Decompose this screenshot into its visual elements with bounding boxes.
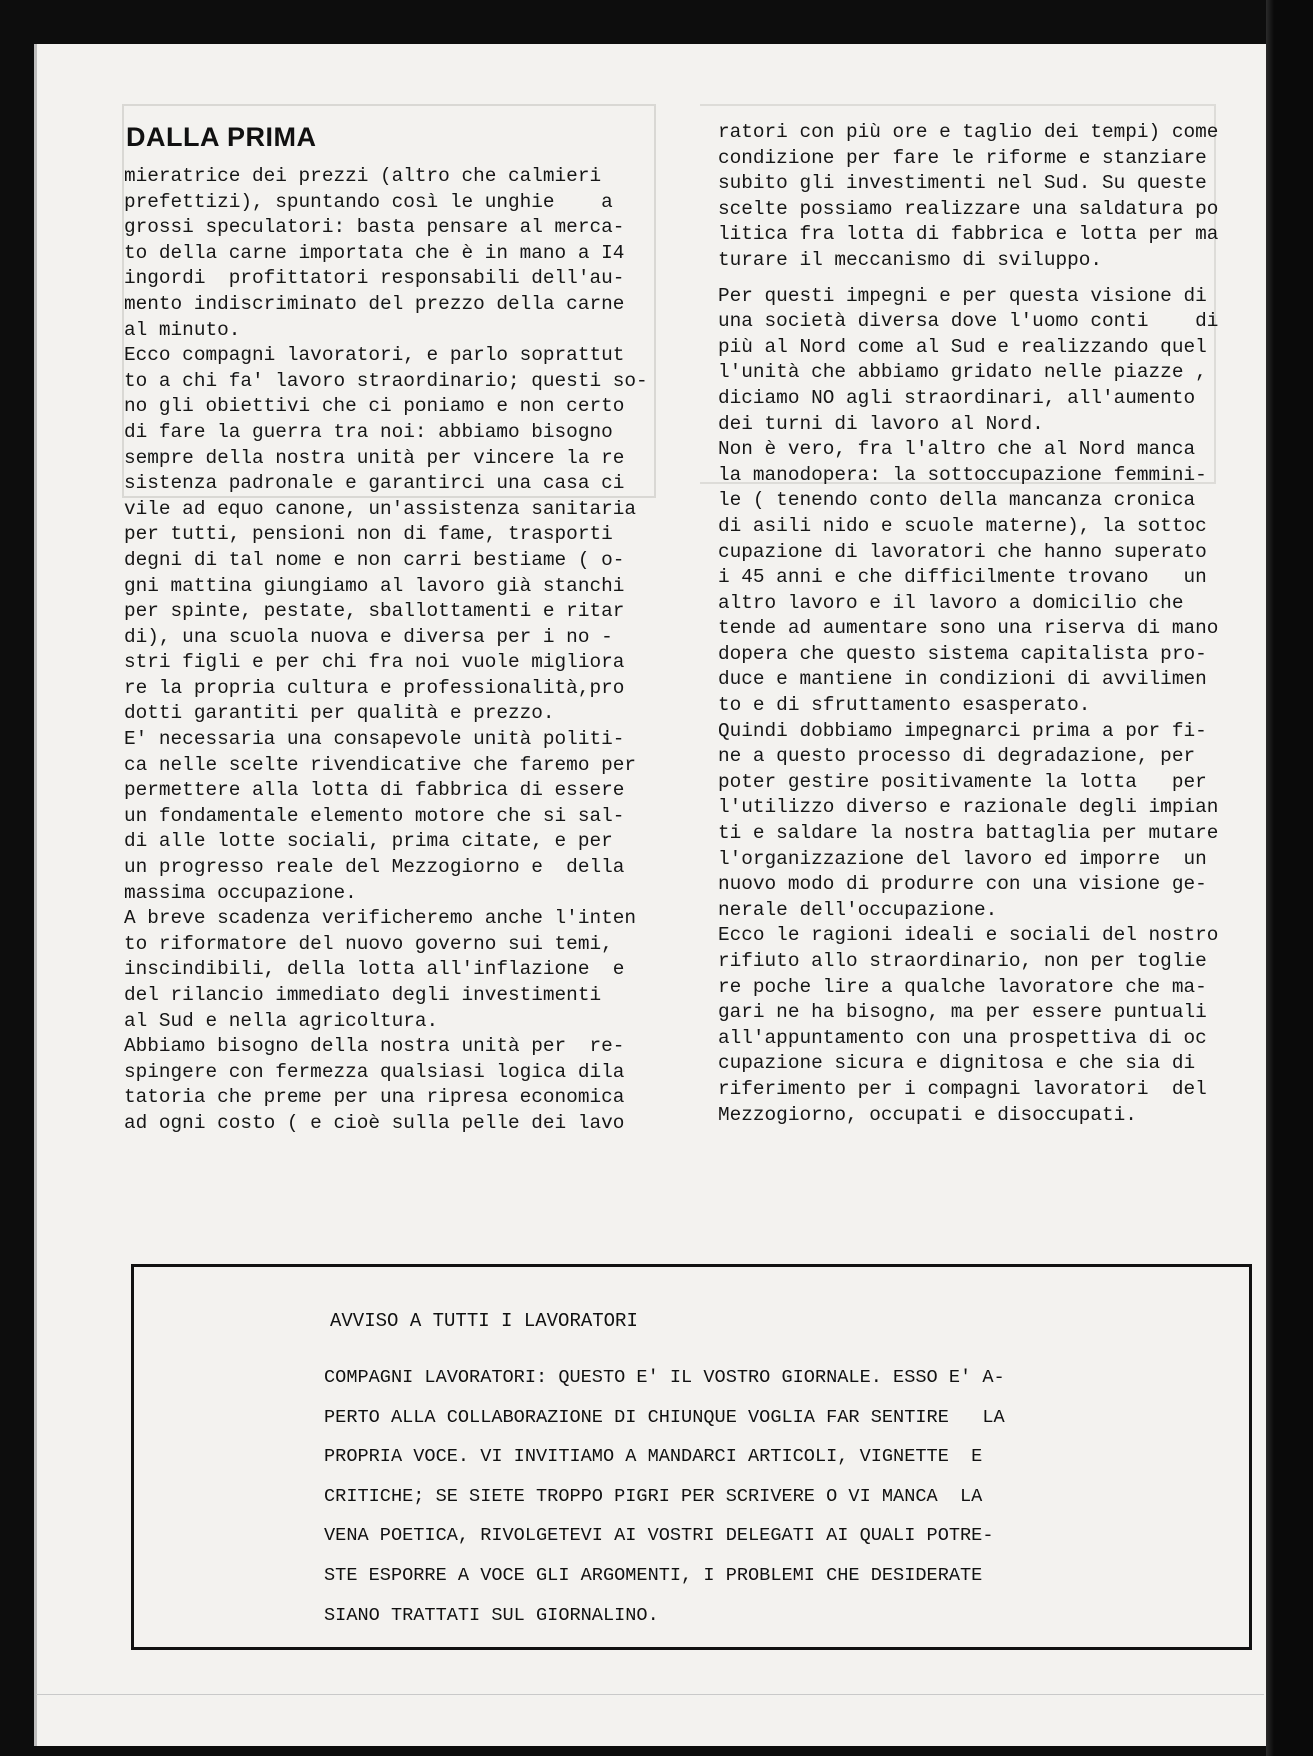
text-line: riferimento per i compagni lavoratori del — [718, 1077, 1207, 1100]
text-line: no gli obiettivi che ci poniamo e non certo — [124, 395, 625, 418]
text-line: duce e mantiene in condizioni di avvilimen — [718, 668, 1207, 691]
page-edge — [34, 44, 37, 1746]
text-line: ti e saldare la nostra battaglia per mutare — [718, 822, 1219, 845]
text-line: Quindi dobbiamo impegnarci prima a por fi- — [718, 719, 1207, 742]
text-line: gari ne ha bisogno, ma per essere puntuali — [718, 1001, 1207, 1024]
text-line: di fare la guerra tra noi: abbiamo bisogno — [124, 420, 613, 443]
text-line: più al Nord come al Sud e realizzando quel — [718, 335, 1207, 358]
text-line: Mezzogiorno, occupati e disoccupati. — [718, 1103, 1137, 1126]
text-line: scelte possiamo realizzare una saldatura po — [718, 197, 1219, 220]
text-line: del rilancio immediato degli investimenti — [124, 984, 602, 1006]
text-line: rifiuto allo straordinario, non per toglie — [718, 950, 1207, 972]
text-line: to riformatore del nuovo governo sui temi, — [124, 932, 613, 955]
text-line: massima occupazione. — [124, 881, 357, 904]
text-line: all'appuntamento con una prospettiva di oc — [718, 1026, 1207, 1049]
text-line: una società diversa dove l'uomo conti di — [718, 310, 1219, 333]
text-line: spingere con fermezza qualsiasi logica dila — [124, 1060, 625, 1083]
notice-body — [324, 1358, 1005, 1635]
text-line: permettere alla lotta di fabbrica di essere — [124, 779, 625, 802]
text-line: per spinte, pestate, sballottamenti e ritar — [124, 600, 625, 623]
notice-title: AVVISO A TUTTI I LAVORATORI — [330, 1310, 638, 1332]
text-line: sempre della nostra unità per vincere la re — [124, 446, 625, 469]
text-line: diciamo NO agli straordinari, all'aumento — [718, 386, 1196, 409]
text-line: stri figli e per chi fra noi vuole migliora — [124, 651, 625, 674]
text-line: l'organizzazione del lavoro ed imporre un — [718, 847, 1207, 870]
text-line: cupazione di lavoratori che hanno superato — [718, 540, 1207, 563]
text-line: mieratrice dei prezzi (altro che calmieri — [124, 165, 602, 187]
right-paragraph-1 — [718, 120, 1258, 274]
text-line: COMPAGNI LAVORATORI: QUESTO E' IL VOSTRO GIORNALE. ESSO E' A- — [324, 1367, 1005, 1388]
article-headline: DALLA PRIMA — [126, 122, 317, 152]
text-line: ingordi profittatori responsabili dell'au- — [124, 267, 625, 290]
text-line: prefettizi), spuntando così le unghie a — [124, 190, 613, 213]
text-line: cupazione sicura e dignitosa e che sia di — [718, 1052, 1196, 1075]
text-line: degni di tal nome e non carri bestiame ( o- — [124, 548, 625, 571]
text-line: l'utilizzo diverso e razionale degli impian — [718, 796, 1219, 819]
text-line: E' necessaria una consapevole unità politi- — [124, 728, 625, 751]
text-line: subito gli investimenti nel Sud. Su queste — [718, 172, 1207, 195]
scan-border — [1266, 0, 1313, 1756]
text-line: mento indiscriminato del prezzo della carne — [124, 292, 625, 315]
text-line: di), una scuola nuova e diversa per i no - — [124, 625, 613, 648]
text-line: condizione per fare le riforme e stanziare — [718, 146, 1207, 169]
text-line: grossi speculatori: basta pensare al merca- — [124, 216, 625, 239]
text-line: re poche lire a qualche lavoratore che ma- — [718, 975, 1207, 998]
text-line: STE ESPORRE A VOCE GLI ARGOMENTI, I PROBLEMI CHE DESIDERATE — [324, 1564, 983, 1586]
text-line: tende ad aumentare sono una riserva di mano — [718, 617, 1219, 640]
text-line: di asili nido e scuole materne), la sottoc — [718, 514, 1207, 537]
text-line: ratori con più ore e taglio dei tempi) come — [718, 121, 1219, 143]
text-line: gni mattina giungiamo al lavoro già stanchi — [124, 574, 625, 597]
text-line: l'unità che abbiamo gridato nelle piazze , — [718, 361, 1207, 384]
text-line: di alle lotte sociali, prima citate, e per — [124, 830, 613, 853]
text-line: Non è vero, fra l'altro che al Nord manca — [718, 438, 1196, 461]
text-line: i 45 anni e che difficilmente trovano un — [718, 566, 1207, 589]
text-line: CRITICHE; SE SIETE TROPPO PIGRI PER SCRIVERE O VI MANCA LA — [324, 1485, 983, 1507]
text-line: per tutti, pensioni non di fame, trasporti — [124, 523, 613, 546]
text-line: dotti garantiti per qualità e prezzo. — [124, 702, 555, 725]
text-line: to della carne importata che è in mano a I4 — [124, 241, 625, 264]
text-line: vile ad equo canone, un'assistenza sanitaria — [124, 497, 636, 520]
text-line: poter gestire positivamente la lotta per — [718, 770, 1207, 793]
text-line: altro lavoro e il lavoro a domicilio che — [718, 591, 1184, 614]
text-line: nerale dell'occupazione. — [718, 898, 998, 921]
text-line: le ( tenendo conto della mancanza cronica — [718, 489, 1196, 512]
text-line: ne a questo processo di degradazione, per — [718, 745, 1196, 768]
text-line: ad ogni costo ( e cioè sulla pelle dei lavo — [124, 1111, 625, 1134]
text-line: to e di sfruttamento esasperato. — [718, 694, 1091, 717]
text-line: PERTO ALLA COLLABORAZIONE DI CHIUNQUE VOGLIA FAR SENTIRE LA — [324, 1406, 1005, 1428]
text-line: nuovo modo di produrre con una visione ge- — [718, 873, 1207, 896]
text-line: VENA POETICA, RIVOLGETEVI AI VOSTRI DELEGATI AI QUALI POTRE- — [324, 1525, 994, 1547]
text-line: dopera che questo sistema capitalista pro- — [718, 642, 1207, 665]
text-line: un fondamentale elemento motore che si sal- — [124, 804, 625, 827]
text-line: PROPRIA VOCE. VI INVITIAMO A MANDARCI ARTICOLI, VIGNETTE E — [324, 1446, 983, 1468]
text-line: Abbiamo bisogno della nostra unità per re- — [124, 1035, 625, 1058]
text-line: litica fra lotta di fabbrica e lotta per ma — [718, 223, 1219, 246]
text-line: la manodopera: la sottoccupazione femmini- — [718, 463, 1207, 486]
text-line: Ecco le ragioni ideali e sociali del nostro — [718, 924, 1219, 947]
text-line: A breve scadenza verificheremo anche l'inten — [124, 907, 636, 930]
text-line: dei turni di lavoro al Nord. — [718, 412, 1044, 435]
text-line: ca nelle scelte rivendicative che faremo per — [124, 753, 636, 776]
left-column — [124, 164, 664, 1137]
right-paragraph-2 — [718, 284, 1258, 1129]
text-line: tatoria che preme per una ripresa economica — [124, 1086, 625, 1109]
text-line: al minuto. — [124, 318, 241, 341]
text-line: to a chi fa' lavoro straordinario; questi so- — [124, 369, 648, 392]
text-line: inscindibili, della lotta all'inflazione e — [124, 958, 625, 981]
text-line: al Sud e nella agricoltura. — [124, 1009, 439, 1032]
text-line: sistenza padronale e garantirci una casa ci — [124, 472, 625, 495]
text-line: un progresso reale del Mezzogiorno e della — [124, 856, 625, 879]
text-line: re la propria cultura e professionalità,pro — [124, 676, 625, 699]
bottom-rule — [36, 1694, 1264, 1695]
text-line: Per questi impegni e per questa visione di — [718, 284, 1207, 307]
text-line: SIANO TRATTATI SUL GIORNALINO. — [324, 1604, 659, 1626]
text-line: Ecco compagni lavoratori, e parlo soprattut — [124, 344, 625, 367]
right-column — [718, 120, 1258, 1128]
text-line: turare il meccanismo di sviluppo. — [718, 248, 1102, 271]
